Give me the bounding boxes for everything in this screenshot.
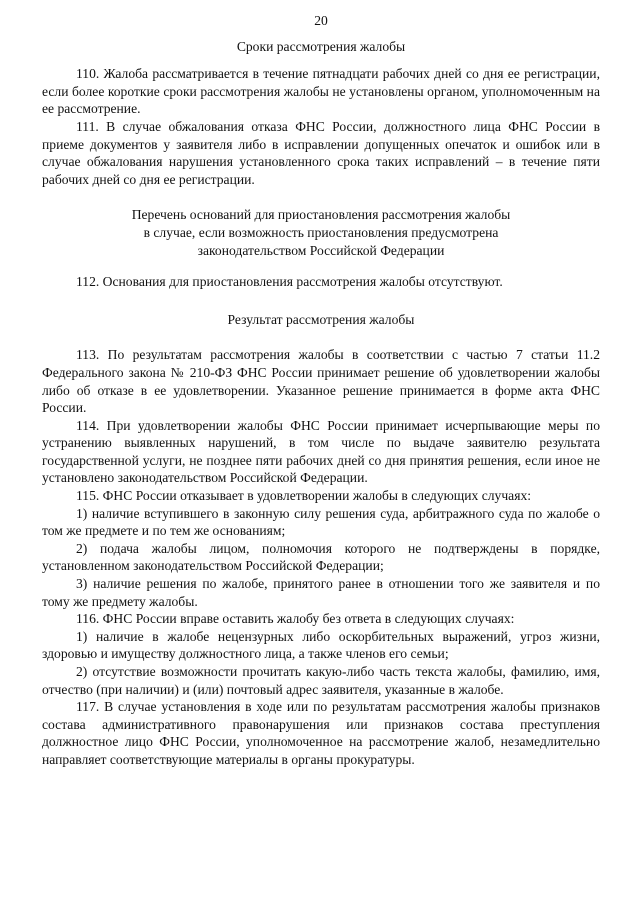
paragraph-114: 114. При удовлетворении жалобы ФНС России принимает исчерпывающие меры по устранению выявленных нарушений, в том числе по выдаче заявителю результата государственной услуги, не позднее пяти рабочих дней со дня принятия решения, если иное не установлено законодательством Российской Федерации.: [42, 417, 600, 486]
paragraph-115: 115. ФНС России отказывает в удовлетворении жалобы в следующих случаях:: [76, 488, 532, 504]
list-item-115-1: 1) наличие вступившего в законную силу решения суда, арбитражного суда по жалобе о том же предмете и по тем же основаниям;: [42, 505, 600, 539]
list-item-115-2: 2) подача жалобы лицом, полномочия которого не подтверждены в порядке, установленном законодательством Российской Федерации;: [42, 540, 600, 574]
section-title-line: законодательством Российской Федерации: [197, 242, 445, 258]
paragraph-117: 117. В случае установления в ходе или по результатам рассмотрения жалобы признаков состава административного правонарушения или признаков состава преступления должностное лицо ФНС России, уполномоченное на рассмотрение жалоб, незамедлительно направляет соответствующие материалы в органы прокуратуры.: [42, 699, 600, 767]
section-title-suspension-grounds: [42, 206, 600, 259]
section-title-line: в случае, если возможность приостановления предусмотрена: [143, 224, 499, 240]
paragraph-112: 112. Основания для приостановления рассмотрения жалобы отсутствуют.: [76, 274, 503, 290]
list-item-116-1: 1) наличие в жалобе нецензурных либо оскорбительных выражений, угроз жизни, здоровью и имуществу должностного лица, а также членов его семьи;: [42, 628, 600, 662]
section-title-line: Перечень оснований для приостановления рассмотрения жалобы: [131, 207, 511, 223]
list-item-115-3: 3) наличие решения по жалобе, принятого ранее в отношении того же заявителя и по тому же предмету жалобы.: [42, 576, 600, 609]
section-title-review-period: Сроки рассмотрения жалобы: [236, 38, 406, 54]
paragraph-116: 116. ФНС России вправе оставить жалобу без ответа в следующих случаях:: [76, 611, 515, 627]
section-title-review-result: Результат рассмотрения жалобы: [227, 311, 415, 327]
paragraph-111: 111. В случае обжалования отказа ФНС России, должностного лица ФНС России в приеме документов у заявителя либо в исправлении допущенных опечаток и ошибок или в случае обжалования нарушения установленного срока таких исправлений – в течение пяти рабочих дней со дня ее регистрации.: [42, 118, 600, 187]
paragraph-110: 110. Жалоба рассматривается в течение пятнадцати рабочих дней со дня ее регистрации, если более короткие сроки рассмотрения жалобы не установлены органом, уполномоченным на ее рассмотрение.: [42, 66, 600, 117]
paragraph-113: 113. По результатам рассмотрения жалобы в соответствии с частью 7 статьи 11.2 Федерального закона № 210-ФЗ ФНС России принимает решение об удовлетворении жалобы либо об отказе в ее удовлетворении. Указанное решение принимается в форме акта ФНС России.: [42, 347, 600, 416]
page-number: 20: [314, 13, 328, 28]
list-item-116-2: 2) отсутствие возможности прочитать какую-либо часть текста жалобы, фамилию, имя, отчество (при наличии) и (или) почтовый адрес заявителя, указанные в жалобе.: [42, 664, 600, 697]
